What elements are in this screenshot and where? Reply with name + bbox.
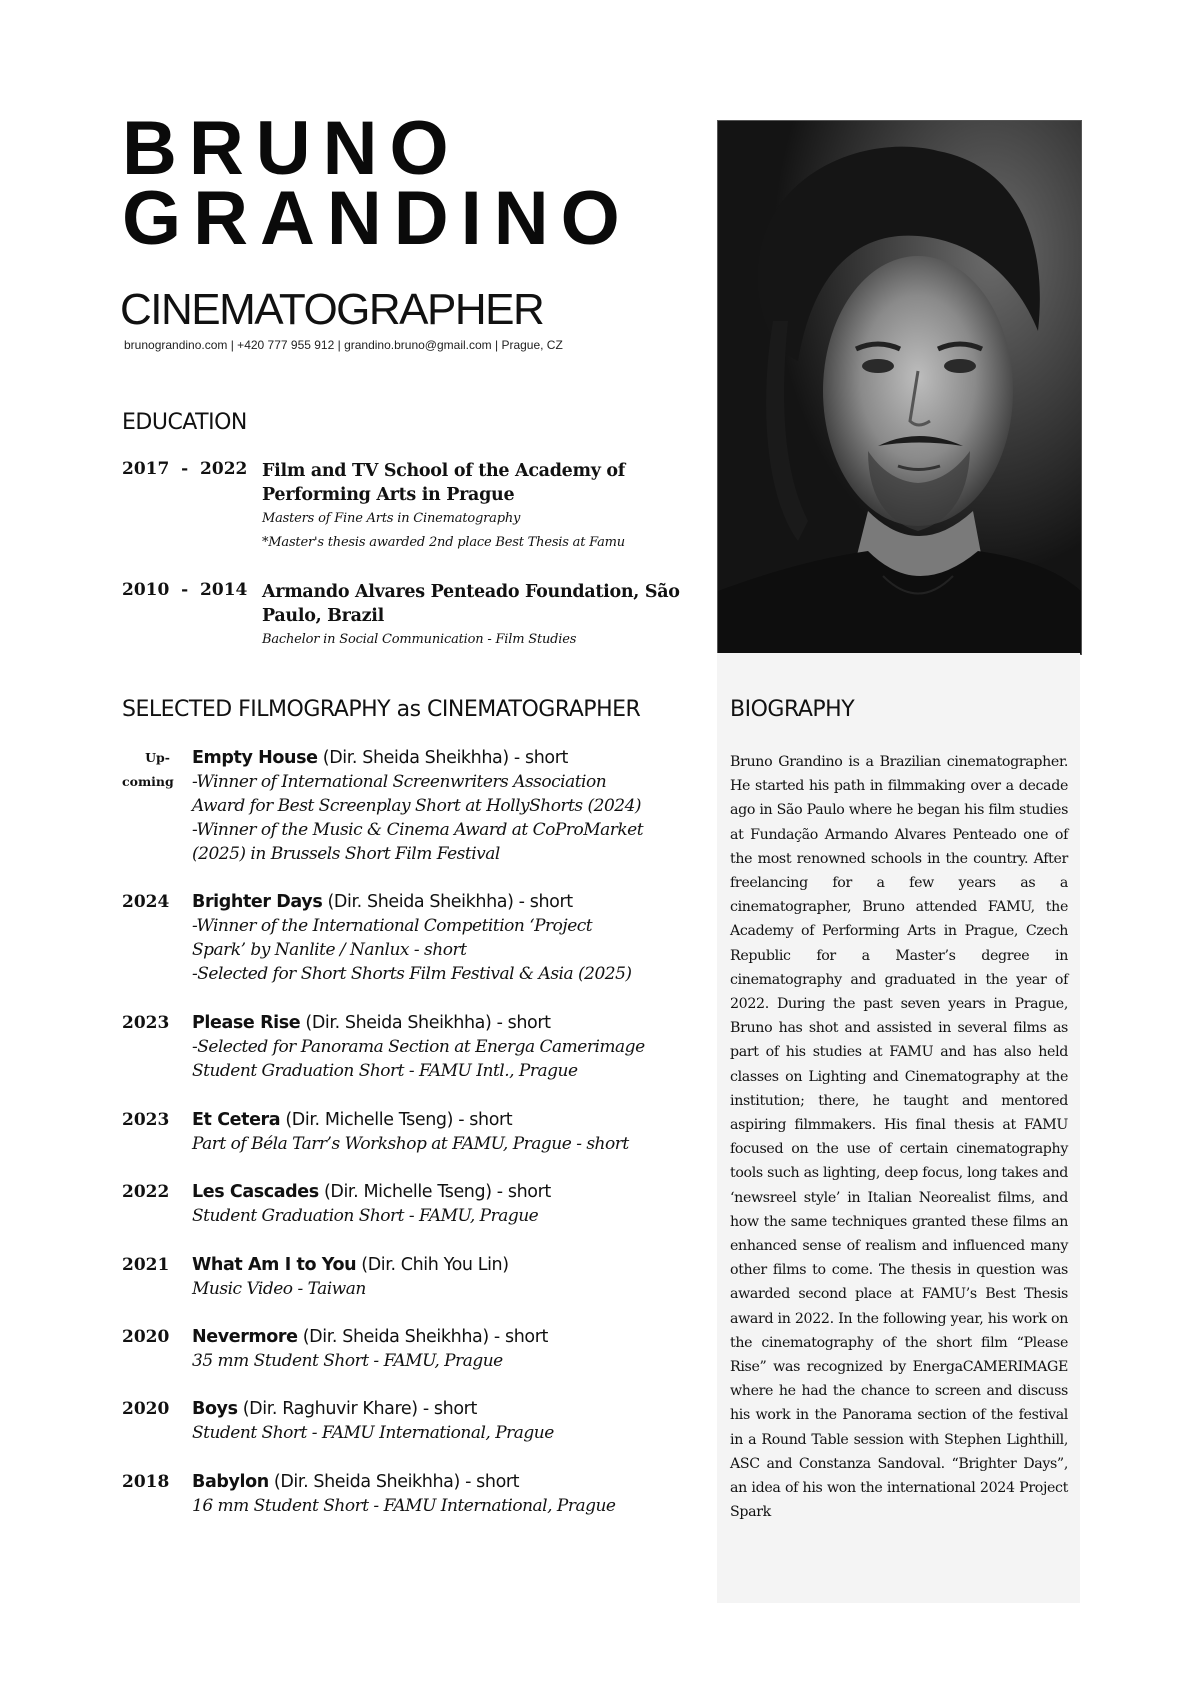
film-note: 35 mm Student Short - FAMU, Prague: [192, 1351, 503, 1371]
film-title: Nevermore: [192, 1327, 298, 1347]
education-degree: Masters of Fine Arts in Cinematography: [262, 511, 521, 526]
film-note: Music Video - Taiwan: [192, 1279, 366, 1299]
film-credit: (Dir. Sheida Sheikhha) - short: [300, 1013, 551, 1033]
film-credit: (Dir. Michelle Tseng) - short: [318, 1182, 551, 1202]
film-note: Student Short - FAMU International, Prague: [192, 1423, 554, 1443]
film-credit: (Dir. Sheida Sheikhha) - short: [268, 1472, 520, 1492]
film-title: Et Cetera: [192, 1110, 281, 1130]
biography-text: Bruno Grandino is a Brazilian cinematographer. He started his path in filmmaking over a decade ago in São Paulo where he began his film studies at Fundação Armando Alvares Penteado one of the most renowned schools in the country. After freelancing for a few years as a cinematographer, Bruno attended FAMU, the Academy of Performing Arts in Prague, Czech Republic for a Master’s degree in cinematography and graduated in the year of 2022. During the past seven years in Prague, Bruno has shot and assisted in several films as part of his studies at FAMU and has also held classes on Lighting and Cinematography at the institution; there, he taught and mentored aspiring filmmakers. His final thesis at FAMU focused on the use of certain cinematography tools such as lighting, deep focus, long takes and ‘newsreel style’ in Italian Neorealist films, and how the same techniques granted these films an enhanced sense of realism and influenced many other films to come. The thesis in question was awarded second place at FAMU’s Best Thesis award in 2022. In the following year, his work on the cinematography of the short film “Please Rise” was recognized by EnergaCAMERIMAGE where he had the chance to screen and discuss his work in the Panorama section of the festival in a Round Table session with Stephen Lighthill, ASC and Constanza Sandoval. “Brighter Days”, an idea of his won the international 2024 Project Spark: [730, 754, 1068, 1521]
education-years: 2017 - 2022: [122, 459, 248, 479]
film-note: Award for Best Screenplay Short at HollyShorts (2024): [192, 796, 642, 816]
film-year: 2018: [122, 1472, 170, 1492]
film-note: (2025) in Brussels Short Film Festival: [192, 844, 500, 864]
film-note: Spark’ by Nanlite / Nanlux - short: [192, 940, 467, 960]
film-year-line: Up-: [145, 750, 170, 765]
film-note: 16 mm Student Short - FAMU International, Prague: [192, 1496, 616, 1516]
person-name: [122, 106, 632, 261]
film-note: Student Graduation Short - FAMU, Prague: [192, 1206, 539, 1226]
film-credit: (Dir. Sheida Sheikhha) - short: [297, 1327, 548, 1347]
filmography-heading: SELECTED FILMOGRAPHY as CINEMATOGRAPHER: [122, 697, 641, 722]
film-year: 2022: [122, 1182, 170, 1202]
job-title: CINEMATOGRAPHER: [120, 285, 544, 334]
education-heading: EDUCATION: [122, 410, 247, 435]
first-name: BRUNO: [122, 106, 461, 191]
film-year: [122, 746, 174, 794]
contact-line: brunograndino.com | +420 777 955 912 | grandino.bruno@gmail.com | Prague, CZ: [124, 338, 563, 352]
film-title: Les Cascades: [192, 1182, 319, 1202]
education-entry: [122, 580, 682, 660]
film-note: -Selected for Panorama Section at Energa Camerimage: [192, 1037, 645, 1057]
biography-heading: BIOGRAPHY: [730, 697, 855, 722]
film-title: Babylon: [192, 1472, 269, 1492]
education-years: 2010 - 2014: [122, 580, 248, 600]
film-year: 2021: [122, 1255, 170, 1275]
film-title: Brighter Days: [192, 892, 323, 912]
film-credit: (Dir. Michelle Tseng) - short: [280, 1110, 513, 1130]
last-name: GRANDINO: [122, 176, 632, 261]
education-school-line: Film and TV School of the Academy of: [262, 461, 625, 481]
film-year: 2023: [122, 1110, 170, 1130]
education-note: *Master's thesis awarded 2nd place Best Thesis at Famu: [262, 535, 625, 550]
film-year: 2024: [122, 892, 170, 912]
education-entry: [122, 459, 682, 559]
film-credit: (Dir. Chih You Lin): [356, 1255, 509, 1275]
film-note: -Selected for Short Shorts Film Festival & Asia (2025): [192, 964, 632, 984]
education-school-line: Paulo, Brazil: [262, 606, 384, 626]
education-school-line: Performing Arts in Prague: [262, 485, 515, 505]
film-year: 2020: [122, 1327, 170, 1347]
film-year: 2023: [122, 1013, 170, 1033]
education-degree: Bachelor in Social Communication - Film Studies: [262, 632, 577, 647]
film-note: Part of Béla Tarr’s Workshop at FAMU, Prague - short: [192, 1134, 629, 1154]
film-year: 2020: [122, 1399, 170, 1419]
portrait-photo: [717, 120, 1082, 655]
film-title: What Am I to You: [192, 1255, 357, 1275]
film-credit: (Dir. Sheida Sheikhha) - short: [317, 748, 568, 768]
film-note: Student Graduation Short - FAMU Intl., Prague: [192, 1061, 578, 1081]
film-note: -Winner of International Screenwriters Association: [192, 772, 607, 792]
education-school-line: Armando Alvares Penteado Foundation, São: [262, 582, 680, 602]
film-note: -Winner of the International Competition ‘Project: [192, 916, 593, 936]
film-credit: (Dir. Raghuvir Khare) - short: [237, 1399, 477, 1419]
film-year-line: coming: [122, 774, 174, 789]
film-title: Boys: [192, 1399, 238, 1419]
film-title: Empty House: [192, 748, 318, 768]
film-note: -Winner of the Music & Cinema Award at CoProMarket: [192, 820, 644, 840]
film-credit: (Dir. Sheida Sheikhha) - short: [322, 892, 573, 912]
portrait-image: [718, 121, 1081, 654]
film-title: Please Rise: [192, 1013, 301, 1033]
